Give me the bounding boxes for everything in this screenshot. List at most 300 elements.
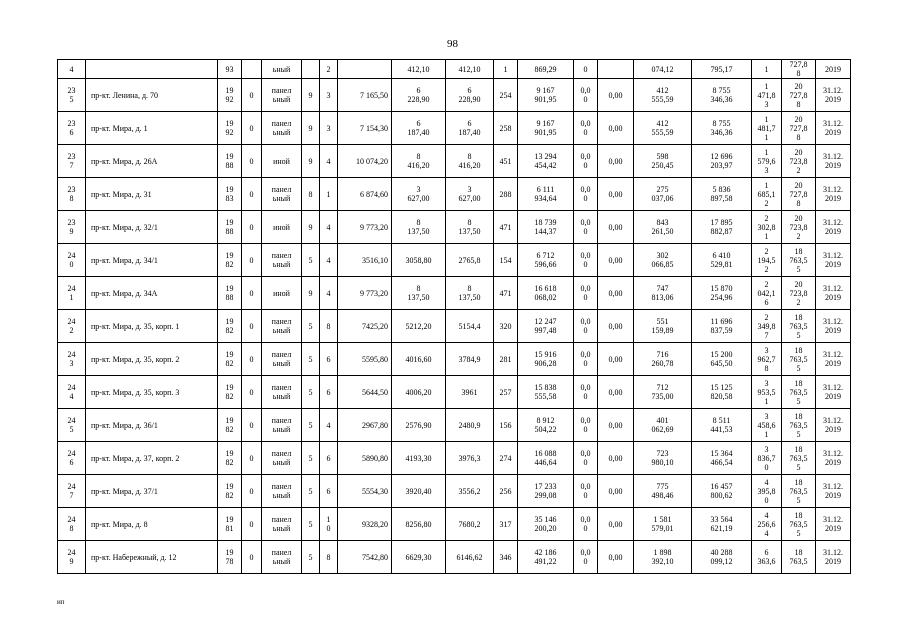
- cell-residents: 288: [494, 178, 518, 211]
- cell-deadline: 31.12. 2019: [816, 310, 851, 343]
- cell-contribution-a: 074,12: [634, 60, 692, 79]
- cell-max-cost: 18 763,5 5: [782, 310, 816, 343]
- cell-col-zero: 0,00: [598, 310, 634, 343]
- cell-estimated-cost: 8 912 504,22: [518, 409, 574, 442]
- cell-contribution-b: 16 457 800,62: [692, 475, 752, 508]
- cell-per-sqm-cost: 1: [752, 60, 782, 79]
- cell-residential-area: 3556,2: [446, 475, 494, 508]
- cell-residents: 156: [494, 409, 518, 442]
- cell-residents: 257: [494, 376, 518, 409]
- cell-col-zero: 0,00: [598, 112, 634, 145]
- cell-deadline: 31.12. 2019: [816, 508, 851, 541]
- cell-address: пр-кт. Мира, д. 1: [86, 112, 218, 145]
- cell-entrances: 4: [320, 244, 338, 277]
- cell-col-flag: 0: [242, 541, 262, 574]
- cell-col-flag: 0: [242, 145, 262, 178]
- cell-living-area: 6629,30: [392, 541, 446, 574]
- cell-col-ratio: 0,0 0: [574, 178, 598, 211]
- cell-residential-area: 6 187,40: [446, 112, 494, 145]
- cell-wall-material: ьный: [262, 60, 302, 79]
- table-row: [58, 60, 851, 79]
- cell-entrances: 1: [320, 178, 338, 211]
- cell-wall-material: панел ьный: [262, 409, 302, 442]
- cell-residential-area: 3961: [446, 376, 494, 409]
- table-row: [58, 79, 851, 112]
- cell-contribution-b: 40 288 099,12: [692, 541, 752, 574]
- cell-col-flag: [242, 60, 262, 79]
- cell-col-flag: 0: [242, 475, 262, 508]
- cell-max-cost: 20 723,8 2: [782, 277, 816, 310]
- cell-address: пр-кт. Мира, д. 36/1: [86, 409, 218, 442]
- cell-address: пр-кт. Мира, д. 34А: [86, 277, 218, 310]
- cell-deadline: 31.12. 2019: [816, 211, 851, 244]
- cell-col-zero: 0,00: [598, 211, 634, 244]
- cell-residents: 281: [494, 343, 518, 376]
- cell-estimated-cost: 15 838 555,58: [518, 376, 574, 409]
- cell-col-ratio: 0,0 0: [574, 112, 598, 145]
- cell-per-sqm-cost: 2 302,8 1: [752, 211, 782, 244]
- table-row: [58, 310, 851, 343]
- cell-col-flag: 0: [242, 409, 262, 442]
- cell-col-ratio: 0,0 0: [574, 343, 598, 376]
- cell-per-sqm-cost: 4 256,6 4: [752, 508, 782, 541]
- cell-contribution-b: 8 755 346,36: [692, 79, 752, 112]
- cell-residential-area: 8 416,20: [446, 145, 494, 178]
- cell-col-ratio: 0,0 0: [574, 79, 598, 112]
- cell-contribution-a: 712 735,00: [634, 376, 692, 409]
- cell-year-built: 19 83: [218, 178, 242, 211]
- table-row: [58, 211, 851, 244]
- cell-estimated-cost: 42 186 491,22: [518, 541, 574, 574]
- cell-estimated-cost: 35 146 200,20: [518, 508, 574, 541]
- cell-living-area: 6 228,90: [392, 79, 446, 112]
- cell-residents: 346: [494, 541, 518, 574]
- cell-floors: 5: [302, 508, 320, 541]
- cell-entrances: 4: [320, 277, 338, 310]
- cell-col-zero: 0,00: [598, 508, 634, 541]
- cell-contribution-b: 15 364 466,54: [692, 442, 752, 475]
- cell-address: пр-кт. Мира, д. 34/1: [86, 244, 218, 277]
- footer-mark: ип: [57, 598, 65, 606]
- cell-estimated-cost: 18 739 144,37: [518, 211, 574, 244]
- table-body: [58, 60, 851, 574]
- cell-contribution-a: 723 980,10: [634, 442, 692, 475]
- cell-residential-area: 7680,2: [446, 508, 494, 541]
- cell-total-area: 7 165,50: [338, 79, 392, 112]
- cell-address: пр-кт. Мира, д. 31: [86, 178, 218, 211]
- cell-living-area: 4016,60: [392, 343, 446, 376]
- cell-deadline: 31.12. 2019: [816, 442, 851, 475]
- cell-col-zero: 0,00: [598, 541, 634, 574]
- cell-contribution-b: 33 564 621,19: [692, 508, 752, 541]
- cell-entrances: 3: [320, 112, 338, 145]
- cell-wall-material: панел ьный: [262, 508, 302, 541]
- cell-estimated-cost: 9 167 901,95: [518, 79, 574, 112]
- cell-max-cost: 20 727,8 8: [782, 79, 816, 112]
- cell-contribution-a: 302 066,85: [634, 244, 692, 277]
- cell-address: пр-кт. Мира, д. 35, корп. 2: [86, 343, 218, 376]
- cell-year-built: 19 82: [218, 409, 242, 442]
- cell-wall-material: панел ьный: [262, 541, 302, 574]
- cell-entrances: 4: [320, 409, 338, 442]
- cell-residents: 154: [494, 244, 518, 277]
- cell-col-zero: [598, 60, 634, 79]
- cell-col-flag: 0: [242, 508, 262, 541]
- table-row: [58, 376, 851, 409]
- cell-total-area: 3516,10: [338, 244, 392, 277]
- cell-deadline: 31.12. 2019: [816, 178, 851, 211]
- cell-living-area: 412,10: [392, 60, 446, 79]
- cell-max-cost: 18 763,5 5: [782, 343, 816, 376]
- cell-total-area: 5554,30: [338, 475, 392, 508]
- cell-floors: 5: [302, 541, 320, 574]
- cell-per-sqm-cost: 3 458,6 1: [752, 409, 782, 442]
- table-row: [58, 244, 851, 277]
- cell-living-area: 4193,30: [392, 442, 446, 475]
- table-row: [58, 541, 851, 574]
- cell-col-flag: 0: [242, 79, 262, 112]
- cell-address: пр-кт. Набережный, д. 12: [86, 541, 218, 574]
- cell-living-area: 8 137,50: [392, 211, 446, 244]
- cell-max-cost: 727,8 8: [782, 60, 816, 79]
- table-row: [58, 409, 851, 442]
- cell-contribution-a: 1 898 392,10: [634, 541, 692, 574]
- cell-contribution-a: 275 037,06: [634, 178, 692, 211]
- cell-residential-area: 5154,4: [446, 310, 494, 343]
- cell-wall-material: иной: [262, 277, 302, 310]
- cell-col-flag: 0: [242, 376, 262, 409]
- cell-col-ratio: 0,0 0: [574, 409, 598, 442]
- table-row: [58, 178, 851, 211]
- cell-wall-material: иной: [262, 211, 302, 244]
- cell-wall-material: панел ьный: [262, 79, 302, 112]
- cell-row-number: 24 5: [58, 409, 86, 442]
- cell-total-area: 7425,20: [338, 310, 392, 343]
- cell-max-cost: 20 727,8 8: [782, 112, 816, 145]
- cell-row-number: 24 7: [58, 475, 86, 508]
- cell-floors: 5: [302, 409, 320, 442]
- cell-estimated-cost: 13 294 454,42: [518, 145, 574, 178]
- cell-contribution-b: 795,17: [692, 60, 752, 79]
- cell-floors: 5: [302, 310, 320, 343]
- cell-year-built: 19 82: [218, 442, 242, 475]
- cell-floors: 5: [302, 442, 320, 475]
- cell-row-number: 23 8: [58, 178, 86, 211]
- cell-deadline: 31.12. 2019: [816, 541, 851, 574]
- cell-total-area: 6 874,60: [338, 178, 392, 211]
- cell-total-area: [338, 60, 392, 79]
- cell-col-flag: 0: [242, 211, 262, 244]
- cell-address: пр-кт. Мира, д. 26А: [86, 145, 218, 178]
- cell-max-cost: 20 723,8 2: [782, 145, 816, 178]
- cell-estimated-cost: 17 233 299,08: [518, 475, 574, 508]
- cell-col-flag: 0: [242, 442, 262, 475]
- cell-contribution-a: 747 813,06: [634, 277, 692, 310]
- cell-year-built: 19 82: [218, 376, 242, 409]
- cell-entrances: 6: [320, 343, 338, 376]
- cell-max-cost: 18 763,5 5: [782, 409, 816, 442]
- cell-residential-area: 3 627,00: [446, 178, 494, 211]
- cell-deadline: 31.12. 2019: [816, 277, 851, 310]
- cell-deadline: 31.12. 2019: [816, 409, 851, 442]
- cell-living-area: 2576,90: [392, 409, 446, 442]
- cell-deadline: 31.12. 2019: [816, 475, 851, 508]
- cell-contribution-b: 8 755 346,36: [692, 112, 752, 145]
- cell-max-cost: 20 723,8 2: [782, 211, 816, 244]
- cell-year-built: 19 81: [218, 508, 242, 541]
- cell-max-cost: 18 763,5 5: [782, 244, 816, 277]
- cell-total-area: 7542,80: [338, 541, 392, 574]
- cell-address: пр-кт. Мира, д. 37/1: [86, 475, 218, 508]
- cell-col-flag: 0: [242, 310, 262, 343]
- cell-living-area: 3 627,00: [392, 178, 446, 211]
- cell-wall-material: панел ьный: [262, 442, 302, 475]
- cell-residents: 471: [494, 211, 518, 244]
- cell-row-number: 23 5: [58, 79, 86, 112]
- cell-total-area: 10 074,20: [338, 145, 392, 178]
- cell-total-area: 9328,20: [338, 508, 392, 541]
- cell-contribution-a: 412 555,59: [634, 112, 692, 145]
- cell-estimated-cost: 6 111 934,64: [518, 178, 574, 211]
- cell-estimated-cost: 12 247 997,48: [518, 310, 574, 343]
- cell-per-sqm-cost: 1 471,8 3: [752, 79, 782, 112]
- cell-floors: [302, 60, 320, 79]
- cell-max-cost: 18 763,5 5: [782, 376, 816, 409]
- cell-row-number: 23 7: [58, 145, 86, 178]
- cell-entrances: 2: [320, 60, 338, 79]
- cell-floors: 9: [302, 277, 320, 310]
- cell-wall-material: панел ьный: [262, 310, 302, 343]
- cell-col-zero: 0,00: [598, 79, 634, 112]
- cell-col-flag: 0: [242, 112, 262, 145]
- cell-entrances: 6: [320, 376, 338, 409]
- cell-estimated-cost: 16 618 068,02: [518, 277, 574, 310]
- cell-residential-area: 8 137,50: [446, 211, 494, 244]
- cell-contribution-b: 11 696 837,59: [692, 310, 752, 343]
- cell-year-built: 19 92: [218, 112, 242, 145]
- cell-col-zero: 0,00: [598, 145, 634, 178]
- housing-register-table: [57, 59, 851, 574]
- cell-row-number: 23 9: [58, 211, 86, 244]
- cell-address: пр-кт. Мира, д. 37, корп. 2: [86, 442, 218, 475]
- page-number: 98: [447, 38, 458, 50]
- cell-row-number: 24 6: [58, 442, 86, 475]
- cell-year-built: 19 88: [218, 277, 242, 310]
- cell-col-zero: 0,00: [598, 442, 634, 475]
- cell-residents: 274: [494, 442, 518, 475]
- table-row: [58, 508, 851, 541]
- cell-entrances: 4: [320, 211, 338, 244]
- cell-living-area: 8 137,50: [392, 277, 446, 310]
- cell-living-area: 8 416,20: [392, 145, 446, 178]
- cell-row-number: 24 9: [58, 541, 86, 574]
- cell-total-area: 9 773,20: [338, 277, 392, 310]
- cell-row-number: 24 2: [58, 310, 86, 343]
- cell-address: пр-кт. Мира, д. 8: [86, 508, 218, 541]
- cell-estimated-cost: 15 916 906,28: [518, 343, 574, 376]
- cell-residents: 471: [494, 277, 518, 310]
- cell-address: пр-кт. Мира, д. 35, корп. 1: [86, 310, 218, 343]
- cell-floors: 8: [302, 178, 320, 211]
- cell-living-area: 3058,80: [392, 244, 446, 277]
- cell-floors: 9: [302, 211, 320, 244]
- cell-entrances: 6: [320, 475, 338, 508]
- cell-wall-material: панел ьный: [262, 178, 302, 211]
- cell-year-built: 19 82: [218, 475, 242, 508]
- cell-floors: 5: [302, 244, 320, 277]
- cell-col-zero: 0,00: [598, 178, 634, 211]
- cell-wall-material: иной: [262, 145, 302, 178]
- cell-contribution-b: 8 511 441,53: [692, 409, 752, 442]
- cell-year-built: 19 88: [218, 211, 242, 244]
- cell-contribution-a: 1 581 579,01: [634, 508, 692, 541]
- cell-total-area: 9 773,20: [338, 211, 392, 244]
- cell-contribution-b: 12 696 203,97: [692, 145, 752, 178]
- cell-col-ratio: 0,0 0: [574, 508, 598, 541]
- cell-residents: 1: [494, 60, 518, 79]
- cell-contribution-b: 15 870 254,96: [692, 277, 752, 310]
- cell-contribution-a: 598 250,45: [634, 145, 692, 178]
- cell-contribution-a: 775 498,46: [634, 475, 692, 508]
- cell-per-sqm-cost: 1 579,6 3: [752, 145, 782, 178]
- cell-col-ratio: 0,0 0: [574, 244, 598, 277]
- cell-residential-area: 8 137,50: [446, 277, 494, 310]
- cell-col-flag: 0: [242, 277, 262, 310]
- cell-year-built: 19 82: [218, 343, 242, 376]
- cell-residents: 451: [494, 145, 518, 178]
- cell-year-built: 19 82: [218, 244, 242, 277]
- cell-contribution-a: 843 261,50: [634, 211, 692, 244]
- cell-contribution-a: 716 260,78: [634, 343, 692, 376]
- cell-address: пр-кт. Мира, д. 35, корп. 3: [86, 376, 218, 409]
- cell-address: пр-кт. Ленина, д. 70: [86, 79, 218, 112]
- cell-residential-area: 3784,9: [446, 343, 494, 376]
- cell-floors: 5: [302, 343, 320, 376]
- cell-year-built: 19 92: [218, 79, 242, 112]
- cell-address: [86, 60, 218, 79]
- cell-residents: 317: [494, 508, 518, 541]
- cell-contribution-b: 17 895 882,87: [692, 211, 752, 244]
- table-row: [58, 475, 851, 508]
- cell-address: пр-кт. Мира, д. 32/1: [86, 211, 218, 244]
- cell-total-area: 2967,80: [338, 409, 392, 442]
- cell-entrances: 6: [320, 442, 338, 475]
- cell-row-number: 24 0: [58, 244, 86, 277]
- cell-year-built: 19 88: [218, 145, 242, 178]
- cell-wall-material: панел ьный: [262, 112, 302, 145]
- cell-deadline: 31.12. 2019: [816, 244, 851, 277]
- cell-max-cost: 18 763,5 5: [782, 442, 816, 475]
- cell-contribution-b: 5 836 897,58: [692, 178, 752, 211]
- cell-residents: 320: [494, 310, 518, 343]
- cell-year-built: 93: [218, 60, 242, 79]
- cell-floors: 9: [302, 79, 320, 112]
- cell-living-area: 8256,80: [392, 508, 446, 541]
- cell-deadline: 31.12. 2019: [816, 343, 851, 376]
- cell-contribution-b: 15 125 820,58: [692, 376, 752, 409]
- cell-residents: 258: [494, 112, 518, 145]
- cell-deadline: 31.12. 2019: [816, 79, 851, 112]
- table-row: [58, 112, 851, 145]
- cell-estimated-cost: 869,29: [518, 60, 574, 79]
- table-row: [58, 442, 851, 475]
- cell-wall-material: панел ьный: [262, 244, 302, 277]
- cell-row-number: 4: [58, 60, 86, 79]
- cell-estimated-cost: 16 088 446,64: [518, 442, 574, 475]
- cell-residential-area: 3976,3: [446, 442, 494, 475]
- cell-entrances: 8: [320, 310, 338, 343]
- cell-col-zero: 0,00: [598, 343, 634, 376]
- cell-row-number: 24 3: [58, 343, 86, 376]
- cell-col-ratio: 0,0 0: [574, 376, 598, 409]
- cell-per-sqm-cost: 3 836,7 0: [752, 442, 782, 475]
- cell-row-number: 23 6: [58, 112, 86, 145]
- cell-total-area: 7 154,30: [338, 112, 392, 145]
- cell-residential-area: 6 228,90: [446, 79, 494, 112]
- cell-floors: 5: [302, 376, 320, 409]
- cell-per-sqm-cost: 6 363,6: [752, 541, 782, 574]
- cell-col-ratio: 0,0 0: [574, 145, 598, 178]
- cell-deadline: 2019: [816, 60, 851, 79]
- cell-contribution-a: 401 062,69: [634, 409, 692, 442]
- cell-contribution-b: 15 200 645,50: [692, 343, 752, 376]
- cell-residential-area: 412,10: [446, 60, 494, 79]
- cell-row-number: 24 4: [58, 376, 86, 409]
- cell-entrances: 8: [320, 541, 338, 574]
- cell-living-area: 3920,40: [392, 475, 446, 508]
- cell-estimated-cost: 9 167 901,95: [518, 112, 574, 145]
- cell-row-number: 24 1: [58, 277, 86, 310]
- cell-per-sqm-cost: 3 953,5 1: [752, 376, 782, 409]
- cell-col-zero: 0,00: [598, 475, 634, 508]
- cell-max-cost: 20 727,8 8: [782, 178, 816, 211]
- cell-col-ratio: 0,0 0: [574, 541, 598, 574]
- cell-total-area: 5644,50: [338, 376, 392, 409]
- cell-year-built: 19 82: [218, 310, 242, 343]
- cell-per-sqm-cost: 2 194,5 2: [752, 244, 782, 277]
- cell-residential-area: 2765,8: [446, 244, 494, 277]
- cell-per-sqm-cost: 2 349,8 7: [752, 310, 782, 343]
- cell-col-zero: 0,00: [598, 376, 634, 409]
- cell-deadline: 31.12. 2019: [816, 112, 851, 145]
- cell-col-zero: 0,00: [598, 409, 634, 442]
- cell-per-sqm-cost: 2 042,1 6: [752, 277, 782, 310]
- cell-per-sqm-cost: 3 962,7 8: [752, 343, 782, 376]
- cell-deadline: 31.12. 2019: [816, 145, 851, 178]
- cell-col-ratio: 0,0 0: [574, 442, 598, 475]
- table-row: [58, 343, 851, 376]
- table-row: [58, 145, 851, 178]
- cell-per-sqm-cost: 4 395,8 0: [752, 475, 782, 508]
- cell-entrances: 1 0: [320, 508, 338, 541]
- cell-entrances: 4: [320, 145, 338, 178]
- cell-max-cost: 18 763,5 5: [782, 508, 816, 541]
- cell-wall-material: панел ьный: [262, 376, 302, 409]
- cell-col-flag: 0: [242, 244, 262, 277]
- cell-contribution-a: 551 159,89: [634, 310, 692, 343]
- cell-max-cost: 18 763,5: [782, 541, 816, 574]
- cell-col-flag: 0: [242, 178, 262, 211]
- cell-residential-area: 2480,9: [446, 409, 494, 442]
- cell-floors: 9: [302, 112, 320, 145]
- cell-living-area: 4006,20: [392, 376, 446, 409]
- cell-col-zero: 0,00: [598, 244, 634, 277]
- cell-residents: 256: [494, 475, 518, 508]
- cell-col-ratio: 0,0 0: [574, 310, 598, 343]
- cell-col-ratio: 0,0 0: [574, 277, 598, 310]
- cell-row-number: 24 8: [58, 508, 86, 541]
- cell-floors: 5: [302, 475, 320, 508]
